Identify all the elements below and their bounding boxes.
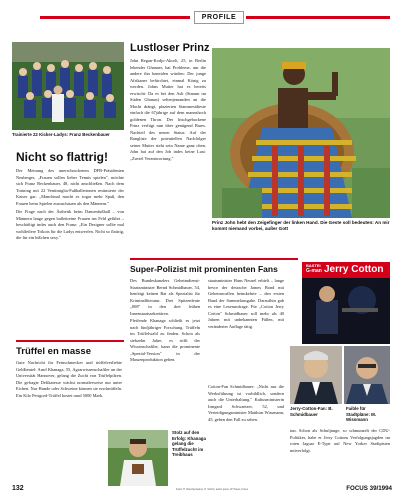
trueffel-article-body: Gute Nachricht für Feinschmecker und trüffelverliebte Geldbeutel: Arnd Khanaga, 55, Agrarwissenschaftler an der Universität Hannover, gelang die Zucht von Trüffelpilzen. Die gefragte Delikatesse wächst normalerweise nur unter Eichen. Nur Hunde oder Schweine können sie erschnüffeln. Ein Kilo Perigord-Trüffel kostet rund 5000 Mark. <box>16 360 122 398</box>
jerry-cotton-cover <box>302 262 390 344</box>
polizist-column-3: staatsminister Hans Neusel erhielt – lange bevor der deutsche James Bond mit Geheimwaffen heimkehrte – den ersten Band der Sammelausgabe. Daraufhin gab es eine Leserumfrage. Für „Cotton Jerry Cotton" Schmidbauer soll mehr als 40 Jahren mit unbekannten Fällen, mit veränderter Auflage tätig. <box>208 278 284 329</box>
polizist-red-rule <box>130 258 298 260</box>
cover-label: BASTEI <box>306 263 321 268</box>
prince-photo <box>212 48 390 218</box>
polizist-column-2: Pfeifende Khanaga schließt es jetzt nach fünfjähriger Forschung. Trüffeln im Trüffelwald zu finden. Schon als siebzehn Jahre, es trifft der Wissenschaftler, kann die prominente „Spezial-Version" in der Massenproduktion gehen. <box>130 318 200 362</box>
page-number: 132 <box>12 485 24 492</box>
wissmann-caption: Faible für Stadtpläne: M. Wissmann <box>346 406 377 423</box>
soccer-team-photo <box>12 42 124 130</box>
schmidbauer-photo <box>290 346 342 404</box>
polizist-column-3b: Cotton-Fan Schmidbauer: „Nicht nur die Werksführung ist vorbildlich, sondern auch die Unterhaltung." Kultusministerin Irmgard Schwaetzer, 52, und Verteidigungsminister Matthias Wissmann, 45, geben den Fall zu sehen. <box>208 384 284 422</box>
khanaga-photo <box>108 430 168 486</box>
cover-title: Jerry Cotton <box>324 264 384 275</box>
prince-article-title: Lustloser Prinz <box>130 42 210 54</box>
polizist-column-4: tun. Schon als Schuljunge, so schmunzelt der CDU-Politiker, habe er Jerry Cottons Verfolgungsjagden im roten Jaguar E-Type auf New Yorker Stadtpisten mitverfolgt. <box>290 428 390 453</box>
cover-artwork-icon <box>302 278 390 344</box>
beckenbauer-paragraph-2: Die Frage nach der Ästhetik beim Damenfußball – von Männern lange gegen ballettreine Frauen ins Feld geführt – beschäftigt indes auch den Franz: „Ein Designer sollte mal wohlfeilere Trikots für die Ladys entwerfen. Nicht so flattrig, die für ein bißchen sexy." <box>16 209 124 240</box>
beckenbauer-paragraph-1: Der Meinung des unerschrockenen DFB-Präsidenten Neuberger, „Frauen sollen lieber Tennis spielen", möchte sich Franz Beckenbauer, 48, nicht anschließen. Nach dem Training mit 22 Ventimiglia-Fußballerinnen resümierte der Kaiser gar: „Manchmal macht es sogar mehr Spaß, den Frauen beim Spielen zuzuschauen als den Männern." <box>16 168 124 206</box>
photo-credit: Fotos: H. Rauchensteiner, H. Schulz, action press, W. Hauss, Focus <box>176 488 249 491</box>
header-red-rule-right <box>246 16 390 19</box>
section-label: PROFILE <box>194 11 244 24</box>
header-red-rule-left <box>40 16 190 19</box>
cover-brand: G-man <box>306 268 322 274</box>
beckenbauer-article-title: Nicht so flattrig! <box>16 150 108 164</box>
prince-article-body: John Regan-Kodjo-Akorli, 25, in Berlin lebender Ghanaer, hat Probleme, um die andere ihn beneiden würden: Der junge Afrikaner befürchtet, einmal König zu werden. Johns Mutter hat es bereits erwischt: Da es bei den Asli (Stamm im Süden Ghanas) seltenjemanden an die Macht drängt, plazierten Stammesälteste einfach die 67jährige auf dem mannshoch goldenen Thron. Der frischgebackene Prinz verfügt nun über genügend Bares. Nachteil des neuen Status: Auf der Rangliste der potentiellen Nachfolger seiner Mutter steht sein Name ganz oben. John hat auf den Job indes keine Lust: „Zuviel Verantwortung." <box>130 58 206 161</box>
beckenbauer-photo-caption: Trainierte 22 Kicker-Ladys: Franz Beckenbauer <box>12 132 110 137</box>
trueffel-article-title: Trüffel en masse <box>16 346 91 357</box>
trueffel-red-rule <box>16 340 124 342</box>
polizist-column-1: Des Bundeskanzlers Geheimdienst-Staatsminister Bernd Schmidbauer, 54, benötigt keinen Rat als Spezialist für Kriminalliteratur. Drei Spitzenleute „008" in den drei frühen Innenstaatssekretären. <box>130 278 200 316</box>
prince-photo-caption: Prinz John hebt den Zeigefinger der linken Hand. Die Geste soll bedeuten: An mir kommt niemand vorbei, außer Gott <box>212 220 390 231</box>
polizist-article-title: Super-Polizist mit prominenten Fans <box>130 264 278 274</box>
wissmann-photo <box>344 346 390 404</box>
khanaga-photo-caption: Stolz auf den Erfolg: Khanaga gelang die Trüffelzucht im Treibhaus <box>172 430 206 458</box>
beckenbauer-article-body <box>16 168 124 260</box>
schmidbauer-caption: Jerry-Cotton-Fan: B. Schmidbauer <box>290 406 333 417</box>
magazine-issue: FOCUS 39/1994 <box>346 485 392 492</box>
